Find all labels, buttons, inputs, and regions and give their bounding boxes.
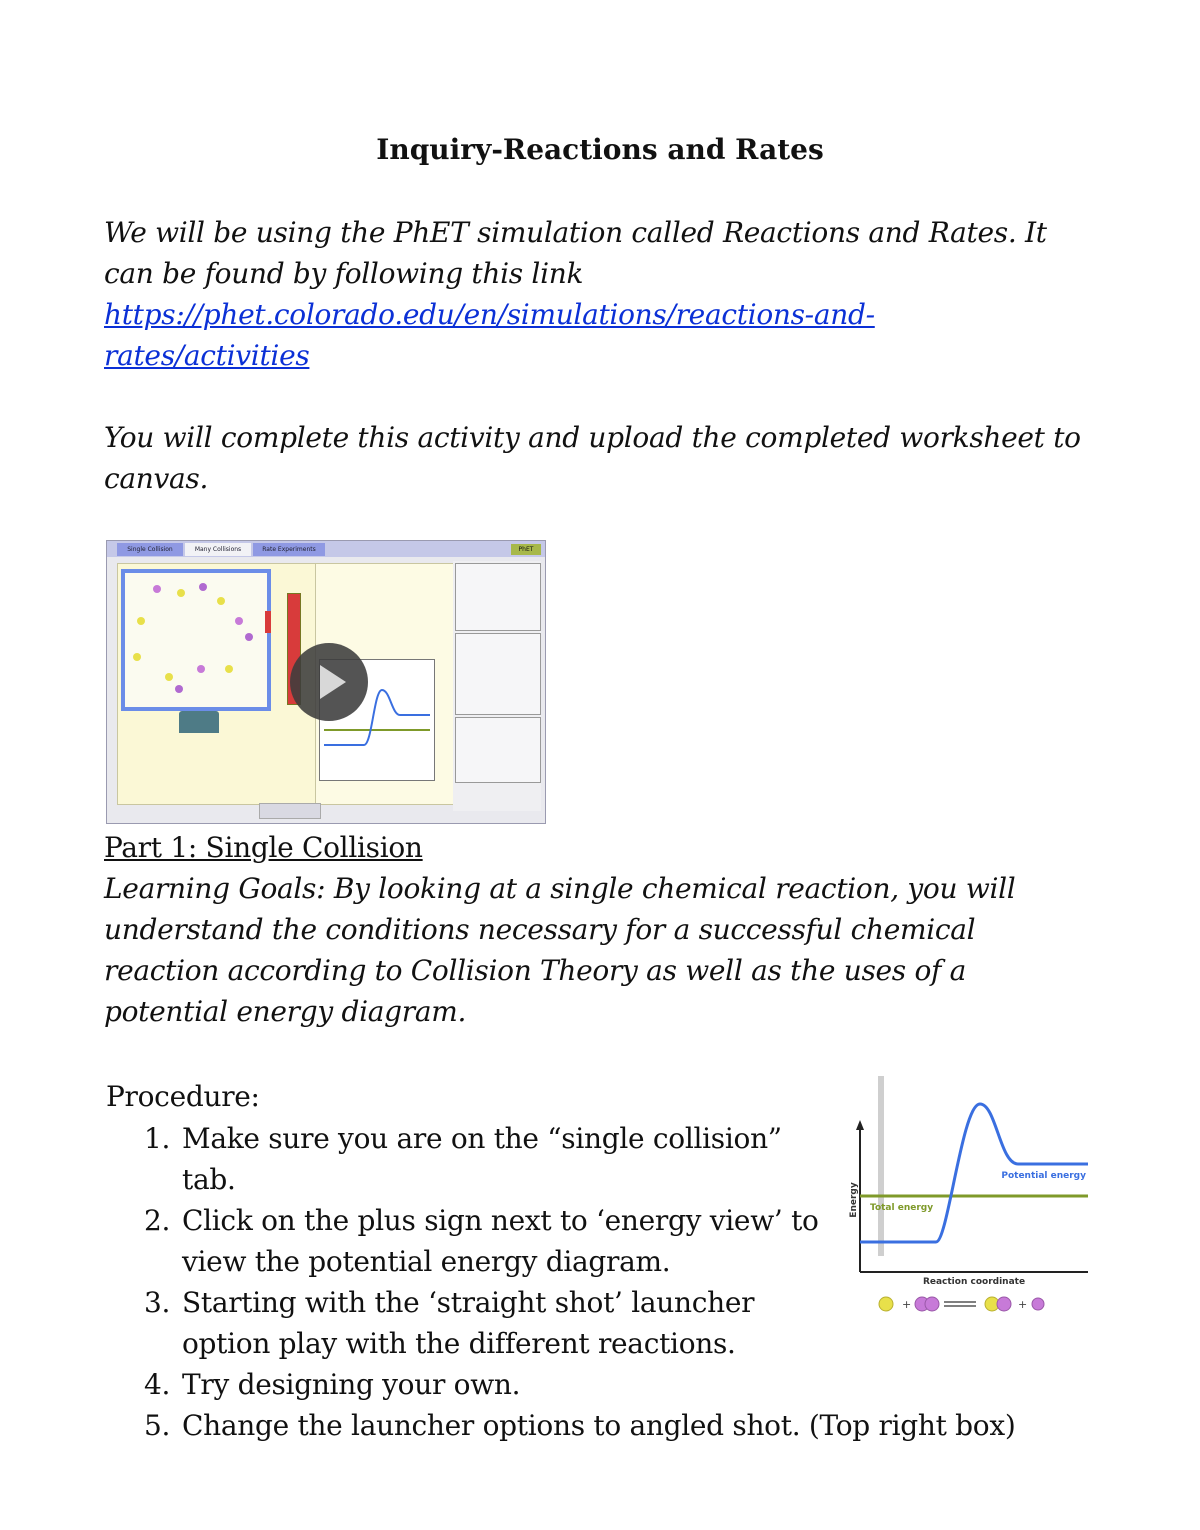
step-number: 3. [144, 1286, 171, 1319]
molecule [197, 665, 205, 673]
reaction-equation-icon [879, 1297, 1044, 1311]
procedure-step [144, 1405, 1015, 1446]
reaction-chamber [121, 569, 271, 711]
instruction-line: canvas. [104, 462, 209, 495]
y-axis-label: Energy [849, 1182, 859, 1218]
sim-tab-bar [107, 541, 545, 557]
step-number: 4. [144, 1368, 171, 1401]
x-axis-label: Reaction coordinate [922, 1277, 1026, 1287]
svg-text:+: + [902, 1298, 912, 1311]
svg-text:+: + [1018, 1298, 1028, 1311]
goals-line: reaction according to Collision Theory as well as the uses of a [104, 954, 967, 987]
procedure-label: Procedure: [106, 1080, 260, 1113]
molecule [235, 617, 243, 625]
sim-tab-active: Many Collisions [185, 543, 251, 556]
molecule [217, 597, 225, 605]
phet-logo: PhET [511, 544, 541, 555]
phet-link[interactable]: https://phet.colorado.edu/en/simulations/reactions-and- [104, 298, 875, 331]
sim-tab: Rate Experiments [253, 543, 325, 556]
step-line: tab. [182, 1163, 236, 1196]
options-box [455, 717, 541, 783]
y-axis-arrow-icon [856, 1120, 864, 1130]
sim-tab: Single Collision [117, 543, 183, 556]
total-energy-label: Total energy [870, 1203, 934, 1213]
step-line: Change the launcher options to angled shot. (Top right box) [182, 1409, 1016, 1442]
intro-line: We will be using the PhET simulation called Reactions and Rates. It [104, 216, 1047, 249]
goals-line: potential energy diagram. [104, 995, 467, 1028]
molecule [177, 589, 185, 597]
molecule [165, 673, 173, 681]
step-line: Click on the plus sign next to ‘energy view’ to [182, 1204, 819, 1237]
grey-bar [878, 1076, 884, 1256]
molecule [137, 617, 145, 625]
step-number: 5. [144, 1409, 171, 1442]
molecule [225, 665, 233, 673]
initial-conditions-box [455, 563, 541, 631]
play-icon[interactable] [290, 643, 368, 721]
step-line: view the potential energy diagram. [182, 1245, 671, 1278]
step-line: Starting with the ‘straight shot’ launcher [182, 1286, 755, 1319]
step-line: Try designing your own. [182, 1368, 521, 1401]
learning-goals [104, 868, 1064, 1032]
potential-energy-diagram [840, 1074, 1092, 1324]
page-title: Inquiry-Reactions and Rates [376, 133, 824, 166]
sim-play-controls [259, 803, 321, 819]
goals-line: understand the conditions necessary for a successful chemical [104, 913, 976, 946]
molecule [245, 633, 253, 641]
step-number: 1. [144, 1122, 171, 1155]
sim-red-bar [265, 611, 271, 633]
phet-link-continued[interactable]: rates/activities [104, 339, 310, 372]
goals-line [104, 868, 1064, 909]
step-line: option play with the different reactions. [182, 1327, 736, 1360]
goals-label: Learning Goals: [104, 872, 326, 905]
procedure-step [144, 1364, 1015, 1405]
molecule [133, 653, 141, 661]
molecule [199, 583, 207, 591]
step-number: 2. [144, 1204, 171, 1237]
goals-text: By looking at a single chemical reaction, you will [333, 872, 1016, 905]
intro-line: can be found by following this link [104, 257, 584, 290]
potential-energy-label: Potential energy [1001, 1171, 1086, 1181]
step-line: Make sure you are on the “single collision” [182, 1122, 782, 1155]
energy-diagram-svg [840, 1074, 1092, 1324]
molecule [153, 585, 161, 593]
pump-icon [179, 711, 219, 733]
molecule [175, 685, 183, 693]
simulation-video-thumbnail[interactable] [106, 540, 546, 824]
intro-paragraph [104, 212, 1104, 499]
instruction-line: You will complete this activity and upload the completed worksheet to [104, 421, 1081, 454]
part-heading: Part 1: Single Collision [104, 831, 423, 864]
current-amounts-box [455, 633, 541, 715]
